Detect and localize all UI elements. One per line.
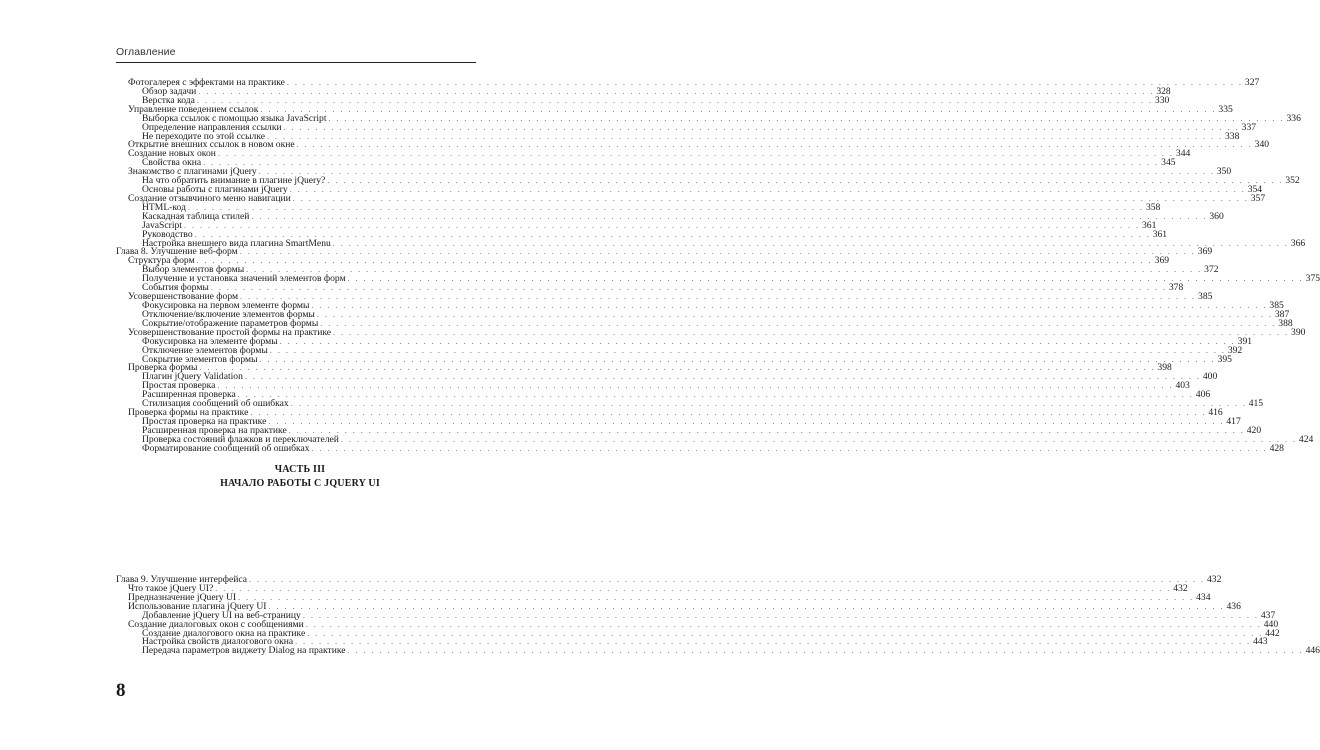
toc-entry-page: 440	[1263, 618, 1279, 630]
toc-entry-title: Создание отзывчиного меню навигации	[128, 192, 291, 204]
toc-leader-dots: . . . . . . . . . . . . . . . . . . . . . . . . . . . . . . . . . . . . . . . . . . . . . . . . . . . . . . . . . . . . . . . . . . . . . . . . . . . . . . . . . . . . . . . . . . . . . . . . . . . . . . . . . . . . . . . . . . . . . . . .	[258, 167, 1215, 177]
toc-leader-dots: . . . . . . . . . . . . . . . . . . . . . . . . . . . . . . . . . . . . . . . . . . . . . . . . . . . . . . . . . . . . . . . . . . . . . . . . . . . . . . . . . . . . . . . . . . . . . . . . . . . . . . . . . . . . . . . . . . . . . . . .	[244, 372, 1201, 382]
toc-entry-title: Сокрытие элементов формы	[142, 353, 258, 365]
toc-leader-dots: . . . . . . . . . . . . . . . . . . . . . . . . . . . . . . . . . . . . . . . . . . . . . . . . . . . . . . . . . . . . . . . . . . . . . . . . . . . . . . . . . . . . . . . . . . . . . . . . . . . . . . . . . . . . . . . . . . . . . . . .	[347, 646, 1304, 656]
toc-entry-title: Фокусировка на первом элементе формы	[142, 300, 310, 311]
toc-entry-title: Обзор задачи	[142, 85, 197, 97]
toc-entry-title: Каскадная таблица стилей	[142, 210, 250, 222]
toc-leader-dots: . . . . . . . . . . . . . . . . . . . . . . . . . . . . . . . . . . . . . . . . . . . . . . . . . . . . . . . . . . . . . . . . . . . . . . . . . . . . . . . . . . . . . . . . . . . . . . . . . . . . . . . . . . . . . . . . . . . . . . . .	[316, 309, 1273, 319]
toc-leader-dots: . . . . . . . . . . . . . . . . . . . . . . . . . . . . . . . . . . . . . . . . . . . . . . . . . . . . . . . . . . . . . . . . . . . . . . . . . . . . . . . . . . . . . . . . . . . . . . . . . . . . . . . . . . . . . . . . . . . . . . . .	[305, 619, 1262, 629]
toc-entry-page: 403	[1175, 380, 1190, 392]
toc-entry-title: Свойства окна	[142, 157, 202, 169]
toc-entry-page: 388	[1278, 317, 1293, 329]
toc-leader-dots: . . . . . . . . . . . . . . . . . . . . . . . . . . . . . . . . . . . . . . . . . . . . . . . . . . . . . . . . . . . . . . . . . . . . . . . . . . . . . . . . . . . . . . . . . . . . . . . . . . . . . . . . . . . . . . . . . . . . . . . .	[187, 202, 1144, 212]
toc-entry-page: 428	[1269, 442, 1284, 454]
toc-leader-dots: . . . . . . . . . . . . . . . . . . . . . . . . . . . . . . . . . . . . . . . . . . . . . . . . . . . . . . . . . . . . . . . . . . . . . . . . . . . . . . . . . . . . . . . . . . . . . . . . . . . . . . . . . . . . . . . . . . . . . . . .	[283, 122, 1240, 132]
toc-entry-page: 398	[1157, 362, 1172, 374]
toc-entry-title: Что такое jQuery UI?	[128, 582, 214, 594]
toc-entry-page: 387	[1274, 308, 1290, 320]
toc-leader-dots: . . . . . . . . . . . . . . . . . . . . . . . . . . . . . . . . . . . . . . . . . . . . . . . . . . . . . . . . . . . . . . . . . . . . . . . . . . . . . . . . . . . . . . . . . . . . . . . . . . . . . . . . . . . . . . . . . . . . . . . .	[196, 95, 1153, 105]
toc-entry-page: 335	[1218, 103, 1233, 115]
toc-entry-title: События формы	[142, 282, 209, 294]
toc-entry-title: JavaScript	[142, 219, 182, 231]
part-title: НАЧАЛО РАБОТЫ С JQUERY UI	[220, 478, 380, 489]
toc-leader-dots: . . . . . . . . . . . . . . . . . . . . . . . . . . . . . . . . . . . . . . . . . . . . . . . . . . . . . . . . . . . . . . . . . . . . . . . . . . . . . . . . . . . . . . . . . . . . . . . . . . . . . . . . . . . . . . . . . . . . . . . .	[332, 238, 1289, 248]
toc-leader-dots: . . . . . . . . . . . . . . . . . . . . . . . . . . . . . . . . . . . . . . . . . . . . . . . . . . . . . . . . . . . . . . . . . . . . . . . . . . . . . . . . . . . . . . . . . . . . . . . . . . . . . . . . . . . . . . . . . . . . . . . .	[340, 434, 1297, 444]
toc-entry	[142, 442, 1284, 455]
toc-leader-dots: . . . . . . . . . . . . . . . . . . . . . . . . . . . . . . . . . . . . . . . . . . . . . . . . . . . . . . . . . . . . . . . . . . . . . . . . . . . . . . . . . . . . . . . . . . . . . . . . . . . . . . . . . . . . . . . . . . . . . . . .	[268, 416, 1225, 426]
toc-entry-title: Структура форм	[128, 255, 195, 267]
toc-entry-page: 336	[1286, 112, 1301, 124]
toc-entry-page: 432	[1173, 582, 1188, 594]
toc-leader-dots: . . . . . . . . . . . . . . . . . . . . . . . . . . . . . . . . . . . . . . . . . . . . . . . . . . . . . . . . . . . . . . . . . . . . . . . . . . . . . . . . . . . . . . . . . . . . . . . . . . . . . . . . . . . . . . . . . . . . . . . .	[311, 443, 1268, 453]
toc-entry-title: Простая проверка	[142, 380, 216, 392]
toc-entry-page: 420	[1246, 424, 1262, 436]
toc-leader-dots: . . . . . . . . . . . . . . . . . . . . . . . . . . . . . . . . . . . . . . . . . . . . . . . . . . . . . . . . . . . . . . . . . . . . . . . . . . . . . . . . . . . . . . . . . . . . . . . . . . . . . . . . . . . . . . . . . . . . . . . .	[327, 176, 1284, 186]
toc-entry-title: Определение направления ссылки	[142, 121, 282, 133]
running-head: Оглавление	[116, 46, 176, 58]
toc-entry-title: Верстка кода	[142, 94, 195, 106]
toc-leader-dots: . . . . . . . . . . . . . . . . . . . . . . . . . . . . . . . . . . . . . . . . . . . . . . . . . . . . . . . . . . . . . . . . . . . . . . . . . . . . . . . . . . . . . . . . . . . . . . . . . . . . . . . . . . . . . . . . . . . . . . . .	[302, 610, 1259, 620]
header-rule	[116, 62, 476, 63]
toc-entry-page: 417	[1226, 415, 1241, 427]
toc-leader-dots: . . . . . . . . . . . . . . . . . . . . . . . . . . . . . . . . . . . . . . . . . . . . . . . . . . . . . . . . . . . . . . . . . . . . . . . . . . . . . . . . . . . . . . . . . . . . . . . . . . . . . . . . . . . . . . . . . . . . . . . .	[239, 247, 1196, 257]
toc-entry-page: 328	[1156, 85, 1171, 97]
toc-entry-page: 354	[1247, 184, 1263, 196]
toc-entry-title: Создание диалогового окна на практике	[142, 627, 306, 639]
toc-entry-title: Проверка состояний флажков и переключателей	[142, 433, 339, 445]
toc-entry-title: Отключение/включение элементов формы	[142, 308, 315, 320]
toc-leader-dots: . . . . . . . . . . . . . . . . . . . . . . . . . . . . . . . . . . . . . . . . . . . . . . . . . . . . . . . . . . . . . . . . . . . . . . . . . . . . . . . . . . . . . . . . . . . . . . . . . . . . . . . . . . . . . . . . . . . . . . . .	[289, 185, 1246, 195]
toc-entry-page: 357	[1250, 192, 1266, 204]
toc-leader-dots: . . . . . . . . . . . . . . . . . . . . . . . . . . . . . . . . . . . . . . . . . . . . . . . . . . . . . . . . . . . . . . . . . . . . . . . . . . . . . . . . . . . . . . . . . . . . . . . . . . . . . . . . . . . . . . . . . . . . . . . .	[268, 601, 1225, 611]
toc-leader-dots: . . . . . . . . . . . . . . . . . . . . . . . . . . . . . . . . . . . . . . . . . . . . . . . . . . . . . . . . . . . . . . . . . . . . . . . . . . . . . . . . . . . . . . . . . . . . . . . . . . . . . . . . . . . . . . . . . . . . . . . .	[215, 583, 1172, 593]
toc-leader-dots: . . . . . . . . . . . . . . . . . . . . . . . . . . . . . . . . . . . . . . . . . . . . . . . . . . . . . . . . . . . . . . . . . . . . . . . . . . . . . . . . . . . . . . . . . . . . . . . . . . . . . . . . . . . . . . . . . . . . . . . .	[290, 399, 1247, 409]
toc-entry-page: 415	[1248, 398, 1264, 410]
toc-entry-page: 345	[1161, 157, 1176, 169]
toc-entry-page: 378	[1168, 282, 1184, 294]
toc-entry-title: Отключение элементов формы	[142, 344, 268, 356]
toc-entry-title: Не переходите по этой ссылке	[142, 130, 265, 142]
toc-entry-title: HTML-код	[142, 201, 186, 213]
toc-entry-title: Усовершенствование форм	[128, 291, 239, 303]
toc-entry-title: Руководство	[142, 228, 193, 240]
toc-entry-page: 400	[1202, 371, 1218, 383]
toc-leader-dots: . . . . . . . . . . . . . . . . . . . . . . . . . . . . . . . . . . . . . . . . . . . . . . . . . . . . . . . . . . . . . . . . . . . . . . . . . . . . . . . . . . . . . . . . . . . . . . . . . . . . . . . . . . . . . . . . . . . . . . . .	[307, 628, 1264, 638]
toc-entry-title: Знакомство с плагинами jQuery	[128, 166, 257, 178]
toc-entry-title: Расширенная проверка на практике	[142, 424, 287, 436]
toc-entry-page: 330	[1154, 94, 1170, 106]
toc-entry-page: 340	[1254, 139, 1270, 151]
toc-entry-title: Создание новых окон	[128, 148, 216, 160]
toc-entry-page: 369	[1154, 255, 1170, 267]
toc-entry-title: Настройка внешнего вида плагина SmartMenu	[142, 237, 331, 249]
toc-leader-dots: . . . . . . . . . . . . . . . . . . . . . . . . . . . . . . . . . . . . . . . . . . . . . . . . . . . . . . . . . . . . . . . . . . . . . . . . . . . . . . . . . . . . . . . . . . . . . . . . . . . . . . . . . . . . . . . . . . . . . . . .	[311, 301, 1268, 310]
toc-entry-title: На что обратить внимание в плагине jQuery?	[142, 175, 326, 187]
toc-leader-dots: . . . . . . . . . . . . . . . . . . . . . . . . . . . . . . . . . . . . . . . . . . . . . . . . . . . . . . . . . . . . . . . . . . . . . . . . . . . . . . . . . . . . . . . . . . . . . . . . . . . . . . . . . . . . . . . . . . . . . . . .	[183, 220, 1140, 230]
toc-entry-title: Проверка формы	[128, 362, 198, 374]
toc-leader-dots: . . . . . . . . . . . . . . . . . . . . . . . . . . . . . . . . . . . . . . . . . . . . . . . . . . . . . . . . . . . . . . . . . . . . . . . . . . . . . . . . . . . . . . . . . . . . . . . . . . . . . . . . . . . . . . . . . . . . . . . .	[196, 256, 1153, 266]
toc-entry-page: 406	[1195, 389, 1211, 401]
toc-leader-dots: . . . . . . . . . . . . . . . . . . . . . . . . . . . . . . . . . . . . . . . . . . . . . . . . . . . . . . . . . . . . . . . . . . . . . . . . . . . . . . . . . . . . . . . . . . . . . . . . . . . . . . . . . . . . . . . . . . . . . . . .	[320, 318, 1277, 328]
toc-entry-title: Передача параметров виджету Dialog на практике	[142, 645, 346, 657]
toc-leader-dots: . . . . . . . . . . . . . . . . . . . . . . . . . . . . . . . . . . . . . . . . . . . . . . . . . . . . . . . . . . . . . . . . . . . . . . . . . . . . . . . . . . . . . . . . . . . . . . . . . . . . . . . . . . . . . . . . . . . . . . . .	[347, 274, 1304, 284]
toc-entry-title: Использование плагина jQuery UI	[128, 600, 267, 612]
toc-leader-dots: . . . . . . . . . . . . . . . . . . . . . . . . . . . . . . . . . . . . . . . . . . . . . . . . . . . . . . . . . . . . . . . . . . . . . . . . . . . . . . . . . . . . . . . . . . . . . . . . . . . . . . . . . . . . . . . . . . . . . . . .	[292, 193, 1249, 203]
toc-entry-title: Фотогалерея с эффектами на практике	[128, 77, 285, 88]
toc-entry-title: Усовершенствование простой формы на практике	[128, 326, 332, 338]
toc-leader-dots: . . . . . . . . . . . . . . . . . . . . . . . . . . . . . . . . . . . . . . . . . . . . . . . . . . . . . . . . . . . . . . . . . . . . . . . . . . . . . . . . . . . . . . . . . . . . . . . . . . . . . . . . . . . . . . . . . . . . . . . .	[328, 113, 1285, 123]
toc-entry-title: Создание диалоговых окон с сообщениями	[128, 618, 304, 630]
toc-entry-title: Сокрытие/отображение параметров формы	[142, 317, 319, 329]
toc-entry-title: Глава 9. Улучшение интерфейса	[116, 574, 247, 585]
toc-leader-dots: . . . . . . . . . . . . . . . . . . . . . . . . . . . . . . . . . . . . . . . . . . . . . . . . . . . . . . . . . . . . . . . . . . . . . . . . . . . . . . . . . . . . . . . . . . . . . . . . . . . . . . . . . . . . . . . . . . . . . . . .	[238, 592, 1195, 602]
toc-leader-dots: . . . . . . . . . . . . . . . . . . . . . . . . . . . . . . . . . . . . . . . . . . . . . . . . . . . . . . . . . . . . . . . . . . . . . . . . . . . . . . . . . . . . . . . . . . . . . . . . . . . . . . . . . . . . . . . . . . . . . . . .	[250, 408, 1207, 418]
toc-entry-page: 385	[1198, 291, 1213, 303]
toc-entry-title: Простая проверка на практике	[142, 415, 267, 427]
toc-entry-title: Настройка свойств диалогового окна	[142, 636, 294, 648]
toc-entry-page: 372	[1204, 264, 1219, 276]
toc-leader-dots: . . . . . . . . . . . . . . . . . . . . . . . . . . . . . . . . . . . . . . . . . . . . . . . . . . . . . . . . . . . . . . . . . . . . . . . . . . . . . . . . . . . . . . . . . . . . . . . . . . . . . . . . . . . . . . . . . . . . . . . .	[198, 86, 1155, 96]
toc-leader-dots: . . . . . . . . . . . . . . . . . . . . . . . . . . . . . . . . . . . . . . . . . . . . . . . . . . . . . . . . . . . . . . . . . . . . . . . . . . . . . . . . . . . . . . . . . . . . . . . . . . . . . . . . . . . . . . . . . . . . . . . .	[267, 131, 1223, 141]
toc-leader-dots: . . . . . . . . . . . . . . . . . . . . . . . . . . . . . . . . . . . . . . . . . . . . . . . . . . . . . . . . . . . . . . . . . . . . . . . . . . . . . . . . . . . . . . . . . . . . . . . . . . . . . . . . . . . . . . . . . . . . . . . .	[246, 265, 1203, 275]
toc-entry-page: 434	[1196, 591, 1211, 603]
toc-entry-title: Добавление jQuery UI на веб-страницу	[142, 609, 301, 621]
toc-leader-dots: . . . . . . . . . . . . . . . . . . . . . . . . . . . . . . . . . . . . . . . . . . . . . . . . . . . . . . . . . . . . . . . . . . . . . . . . . . . . . . . . . . . . . . . . . . . . . . . . . . . . . . . . . . . . . . . . . . . . . . . .	[248, 575, 1205, 584]
toc-entry	[142, 645, 1320, 657]
part-number: ЧАСТЬ III	[274, 464, 326, 475]
toc-leader-dots: . . . . . . . . . . . . . . . . . . . . . . . . . . . . . . . . . . . . . . . . . . . . . . . . . . . . . . . . . . . . . . . . . . . . . . . . . . . . . . . . . . . . . . . . . . . . . . . . . . . . . . . . . . . . . . . . . . . . . . . .	[210, 283, 1167, 293]
toc-leader-dots: . . . . . . . . . . . . . . . . . . . . . . . . . . . . . . . . . . . . . . . . . . . . . . . . . . . . . . . . . . . . . . . . . . . . . . . . . . . . . . . . . . . . . . . . . . . . . . . . . . . . . . . . . . . . . . . . . . . . . . . .	[203, 158, 1160, 168]
toc-entry-page: 344	[1175, 148, 1191, 160]
toc-entry-page: 395	[1217, 353, 1232, 365]
toc-leader-dots: . . . . . . . . . . . . . . . . . . . . . . . . . . . . . . . . . . . . . . . . . . . . . . . . . . . . . . . . . . . . . . . . . . . . . . . . . . . . . . . . . . . . . . . . . . . . . . . . . . . . . . . . . . . . . . . . . . . . . . . .	[237, 390, 1194, 400]
toc-entry-page: 337	[1241, 121, 1257, 133]
toc-entry-title: Открытие внешних ссылок в новом окне	[128, 139, 295, 151]
toc-leader-dots: . . . . . . . . . . . . . . . . . . . . . . . . . . . . . . . . . . . . . . . . . . . . . . . . . . . . . . . . . . . . . . . . . . . . . . . . . . . . . . . . . . . . . . . . . . . . . . . . . . . . . . . . . . . . . . . . . . . . . . . .	[286, 78, 1243, 87]
toc-entry-title: Выборка ссылок с помощью языка JavaScript	[142, 112, 327, 124]
toc-leader-dots: . . . . . . . . . . . . . . . . . . . . . . . . . . . . . . . . . . . . . . . . . . . . . . . . . . . . . . . . . . . . . . . . . . . . . . . . . . . . . . . . . . . . . . . . . . . . . . . . . . . . . . . . . . . . . . . . . . . . . . . .	[288, 425, 1245, 435]
toc-leader-dots: . . . . . . . . . . . . . . . . . . . . . . . . . . . . . . . . . . . . . . . . . . . . . . . . . . . . . . . . . . . . . . . . . . . . . . . . . . . . . . . . . . . . . . . . . . . . . . . . . . . . . . . . . . . . . . . . . . . . . . . .	[279, 336, 1236, 346]
toc-entry-title: Основы работы с плагинами jQuery	[142, 184, 288, 196]
toc-entry-title: Предназначение jQuery UI	[128, 591, 237, 603]
toc-leader-dots: . . . . . . . . . . . . . . . . . . . . . . . . . . . . . . . . . . . . . . . . . . . . . . . . . . . . . . . . . . . . . . . . . . . . . . . . . . . . . . . . . . . . . . . . . . . . . . . . . . . . . . . . . . . . . . . . . . . . . . . .	[259, 354, 1216, 364]
toc-entry-title: Фокусировка на элементе формы	[142, 335, 278, 347]
page-number: 8	[116, 680, 126, 701]
toc-entry-page: 391	[1237, 335, 1253, 347]
toc-leader-dots: . . . . . . . . . . . . . . . . . . . . . . . . . . . . . . . . . . . . . . . . . . . . . . . . . . . . . . . . . . . . . . . . . . . . . . . . . . . . . . . . . . . . . . . . . . . . . . . . . . . . . . . . . . . . . . . . . . . . . . . .	[295, 637, 1252, 647]
toc-entry-page: 390	[1291, 326, 1306, 338]
toc-entry-page: 437	[1260, 609, 1276, 621]
toc-entry-page: 352	[1285, 175, 1300, 187]
toc-entry-page: 366	[1290, 237, 1306, 249]
toc-entry-page: 375	[1305, 273, 1320, 285]
toc-leader-dots: . . . . . . . . . . . . . . . . . . . . . . . . . . . . . . . . . . . . . . . . . . . . . . . . . . . . . . . . . . . . . . . . . . . . . . . . . . . . . . . . . . . . . . . . . . . . . . . . . . . . . . . . . . . . . . . . . . . . . . . .	[251, 211, 1208, 221]
toc-entry-page: 369	[1197, 246, 1213, 258]
toc-entry-page: 432	[1206, 574, 1222, 585]
toc-leader-dots: . . . . . . . . . . . . . . . . . . . . . . . . . . . . . . . . . . . . . . . . . . . . . . . . . . . . . . . . . . . . . . . . . . . . . . . . . . . . . . . . . . . . . . . . . . . . . . . . . . . . . . . . . . . . . . . . . . . . . . . .	[199, 363, 1156, 373]
toc-entry-title: Глава 8. Улучшение веб-форм	[116, 246, 238, 258]
toc-entry-page: 338	[1225, 130, 1240, 142]
toc-entry-page: 442	[1265, 627, 1280, 639]
toc-leader-dots: . . . . . . . . . . . . . . . . . . . . . . . . . . . . . . . . . . . . . . . . . . . . . . . . . . . . . . . . . . . . . . . . . . . . . . . . . . . . . . . . . . . . . . . . . . . . . . . . . . . . . . . . . . . . . . . . . . . . . . . .	[217, 381, 1174, 391]
toc-entry-page: 392	[1227, 344, 1243, 356]
toc-entry-page: 443	[1253, 636, 1268, 648]
toc-entry-page: 385	[1269, 300, 1284, 311]
toc-entry-title: Форматирование сообщений об ошибках	[142, 442, 310, 454]
toc-entry-page: 361	[1141, 219, 1157, 231]
toc-entry-page: 350	[1216, 166, 1232, 178]
toc-leader-dots: . . . . . . . . . . . . . . . . . . . . . . . . . . . . . . . . . . . . . . . . . . . . . . . . . . . . . . . . . . . . . . . . . . . . . . . . . . . . . . . . . . . . . . . . . . . . . . . . . . . . . . . . . . . . . . . . . . . . . . . .	[217, 149, 1174, 159]
toc-entry-title: Плагин jQuery Validation	[142, 371, 243, 383]
toc-entry-title: Управление поведением ссылок	[128, 103, 259, 115]
toc-entry-title: Стилизация сообщений об ошибках	[142, 398, 289, 410]
toc-leader-dots: . . . . . . . . . . . . . . . . . . . . . . . . . . . . . . . . . . . . . . . . . . . . . . . . . . . . . . . . . . . . . . . . . . . . . . . . . . . . . . . . . . . . . . . . . . . . . . . . . . . . . . . . . . . . . . . . . . . . . . . .	[194, 229, 1151, 239]
toc-entry-title: Выбор элементов формы	[142, 264, 245, 276]
toc-entry-title: Расширенная проверка	[142, 389, 236, 401]
toc-entry-page: 361	[1152, 228, 1168, 240]
toc-entry-title: Проверка формы на практике	[128, 407, 249, 419]
toc-entry-page: 424	[1298, 433, 1314, 445]
toc-entry-page: 436	[1226, 600, 1241, 612]
toc-leader-dots: . . . . . . . . . . . . . . . . . . . . . . . . . . . . . . . . . . . . . . . . . . . . . . . . . . . . . . . . . . . . . . . . . . . . . . . . . . . . . . . . . . . . . . . . . . . . . . . . . . . . . . . . . . . . . . . . . . . . . . . .	[333, 327, 1290, 337]
toc-entry-page: 327	[1244, 77, 1260, 88]
toc-entry-page: 360	[1209, 210, 1224, 222]
toc-leader-dots: . . . . . . . . . . . . . . . . . . . . . . . . . . . . . . . . . . . . . . . . . . . . . . . . . . . . . . . . . . . . . . . . . . . . . . . . . . . . . . . . . . . . . . . . . . . . . . . . . . . . . . . . . . . . . . . . . . . . . . . .	[269, 345, 1226, 355]
toc-entry-page: 358	[1145, 201, 1161, 213]
toc-entry-page: 416	[1208, 407, 1223, 419]
toc-leader-dots: . . . . . . . . . . . . . . . . . . . . . . . . . . . . . . . . . . . . . . . . . . . . . . . . . . . . . . . . . . . . . . . . . . . . . . . . . . . . . . . . . . . . . . . . . . . . . . . . . . . . . . . . . . . . . . . . . . . . . . . .	[240, 292, 1197, 302]
toc-leader-dots: . . . . . . . . . . . . . . . . . . . . . . . . . . . . . . . . . . . . . . . . . . . . . . . . . . . . . . . . . . . . . . . . . . . . . . . . . . . . . . . . . . . . . . . . . . . . . . . . . . . . . . . . . . . . . . . . . . . . . . . .	[296, 140, 1253, 150]
toc-leader-dots: . . . . . . . . . . . . . . . . . . . . . . . . . . . . . . . . . . . . . . . . . . . . . . . . . . . . . . . . . . . . . . . . . . . . . . . . . . . . . . . . . . . . . . . . . . . . . . . . . . . . . . . . . . . . . . . . . . . . . . . .	[260, 104, 1217, 114]
toc-entry-page: 446	[1305, 645, 1320, 657]
toc-entry-title: Получение и установка значений элементов форм	[142, 273, 346, 285]
